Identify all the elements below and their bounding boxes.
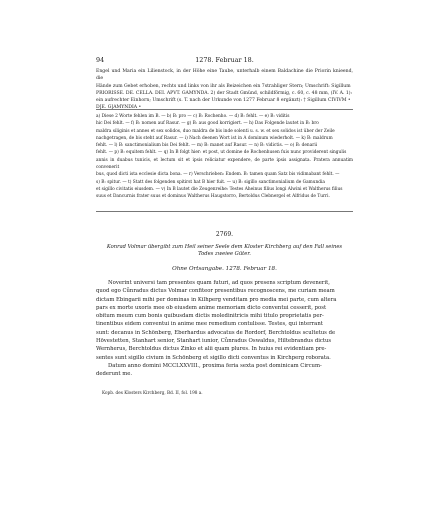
footnote-separator <box>96 109 353 110</box>
document-number: 2769. <box>215 231 234 238</box>
footnote-line: fehlt. — l) B: sanctimonialium bis Dei fehlt. — m) B: manet auf Rasur. — n) B: vidictis. — o) B: denarii <box>96 143 318 149</box>
body-line: Datum anno domini MCCLXXVIII., proxima feria sexta post dominicam Circum- <box>108 362 322 369</box>
body-line: dictam Ebingarii mihi per dominas in Kilhperg venditam pro media mei parte, cum altera <box>96 296 337 303</box>
body-line: sentes sunt sigillo civium in Schönberg et sigillo dicti conventus in Kirchperg roborata. <box>96 354 331 361</box>
body-line: Hōvestetten, Stanhart senior, Stanhart iunior, Cůnradus Oswaldus, Hiltebrandus dictus <box>96 338 332 345</box>
footnotes <box>96 113 353 201</box>
footnote-line: maldra siliginis et annes et sex solidos, duo maldra de bis inde solenti u. s. w. et sex solidos ist über der Zeile <box>96 128 335 134</box>
footnote-line: nachgetragen, de bis steht auf Rasur. — i) Nach deenen Wort ist in A dominum wiederholt. — k) B: maldrum <box>96 135 333 141</box>
preceding-seal-description <box>96 68 353 112</box>
body-line: Noverint universi tam presentes quam futuri, ad quos presens scriptum devenerit, <box>108 280 330 286</box>
footnote-line: s) B: spitur. — t) Statt des folgenden spitirst hat B hier fuit. — u) B: sigillo sanctimonialium de Gamundia <box>96 179 325 185</box>
body-line: sunt: decanus in Schönberg, Eberhardus advocatus de Rordorf, Berchtoldus scultetus de <box>96 329 336 336</box>
body-line: pars ex morte uxoris mee ob eiusdem anime memoriam dicto conventui cesserit, post <box>96 304 327 311</box>
body-line: quod ego Cůnradus dictus Volmar confiteor presentibus recognoscens, me curiam meam <box>96 288 335 295</box>
body-line: obitum meum cum bonis quibusdam dictis moledinitricis mihi titulo proprietatis per- <box>96 313 324 320</box>
text-line: ein aufrechter Einhorn; Umschrift (s. T. nach der Urkunde von 1277 Februar 8 ergänzt): † Sigillum CIVIVM • <box>96 98 351 104</box>
text-line: D[E. G]AMYNDIA • <box>96 105 142 111</box>
footnote-line: fehlt. — p) B: equitem fehlt. — q) In B folgt hier: et post, ut domine de Rochenhusen fuis nunc providerent singulis <box>96 150 347 156</box>
title-line: Todes zweiee Güter. <box>198 251 251 258</box>
footnote-line: annis in duabus tunicis, et lectum sit et ipsis reliciatur expendere, de parte ipsis assignata. Pratera annuatim convenerit <box>96 157 353 171</box>
footnote-line: et sigillo civitatis eiusdem. — v) In B lautet die Zeugenreihe: Testes Aheinus filius longi Alwini et Waltherus filius <box>96 186 343 192</box>
text-line: Engel und Maria ein Lilienstock, in der Höhe eine Taube, unterhalb einem Baldachine die Priorin knieend, die <box>96 69 353 82</box>
title-line: Konrad Volmar übergibt zum Heil seiner Seele dem Kloster Kirchberg auf den Fall seines <box>106 244 343 250</box>
document-body <box>96 279 353 379</box>
document-date-line: Ohne Ortsangabe. 1278. Februar 18. <box>172 266 277 272</box>
source-reference: Kopb. des Klosters Kirchberg, Bd. II, fol. 198 a. <box>102 390 203 395</box>
text-line: Hände zum Gebet erhoben, rechts und links von ihr als Beizeichen ein 7strahliger Stern; Umschrift: Sigillum <box>96 83 351 89</box>
running-head-date: 1278. Februar 18. <box>195 56 254 64</box>
footnote-line: suus et Dancurnis frater suus et dominus Waltherus Haugstorro, Bertoldus Clebnergel et Alfridus de Turri. <box>96 194 330 200</box>
text-line: PRIORISSE. DE. CELLA. DEI. APVT. GAMYNDA. 2) der Stadt Gmünd, schildförmig, c. 60, c. 48 mm, (IV. A. 1): <box>96 90 353 96</box>
body-line: Wernherus, Berchtoldus dictus Zinko et alii quam plures. In huius rei evidentiam pre- <box>96 346 327 353</box>
body-line: tinentibus eidem conventui in anime mee remedium contulisse. Testes, qui interrant <box>96 321 323 328</box>
page-number: 94 <box>96 56 105 64</box>
section-separator <box>96 211 353 212</box>
footnote-line: bus, quod dicti ista ecclesie dicta bona. — r) Verschrieben: Endem. B: tamen quam Satz bis vidimabant fehlt. — <box>96 172 340 178</box>
footnote-line: hic Dei fehlt. — f) B: nomen auf Rasur. — g) B: aus good korrigiert. — h) Das Folgende lautet in B: bro <box>96 121 319 127</box>
document-title <box>96 244 353 259</box>
body-line: dederunt me. <box>96 371 133 378</box>
footnote-line: a) Diese 2 Worte fehlen im B. — b) B: pro — c) B: Rochenho. — d) B: fehlt. — e) B: viditis <box>96 114 290 119</box>
